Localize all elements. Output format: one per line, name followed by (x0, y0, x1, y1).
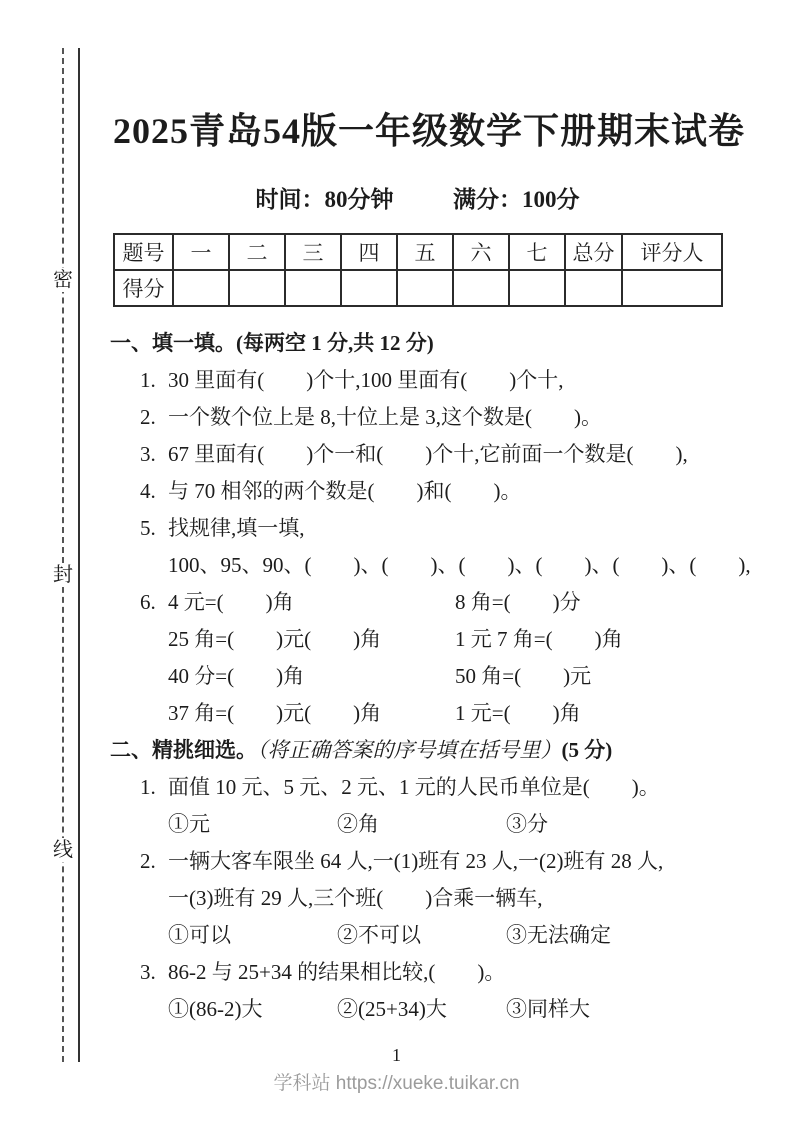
score-cell-7 (565, 270, 622, 306)
score-cell-4 (397, 270, 453, 306)
section-2-item-3-option-3: ③同样大 (506, 997, 590, 1021)
section-2-item-3-options (110, 991, 735, 1028)
section-1-item-6-right-blank: 50 角=( )元 (455, 664, 592, 688)
section-1-item-2-line-1 (110, 399, 735, 436)
section-1-item-3-line-1 (110, 436, 735, 473)
seal-char-xian: 线 (53, 839, 73, 861)
watermark-text: 学科站 https://xueke.tuikar.cn (273, 1073, 520, 1094)
question-number: 5. (140, 516, 156, 540)
score-cell-6 (509, 270, 565, 306)
score-cell-8 (622, 270, 722, 306)
section-1-item-6-left-blank: 40 分=( )角 (168, 664, 305, 688)
question-number: 2. (140, 405, 156, 429)
exam-time: 时间：80分钟 (255, 187, 394, 212)
questions-area (110, 325, 751, 1028)
question-text: 30 里面有( )个十,100 里面有( )个十, (168, 368, 564, 392)
seal-dashed-line (62, 48, 64, 1062)
section-1-item-1-line-1 (110, 362, 735, 399)
section-2-item-1-options (110, 806, 735, 843)
score-table-header-cell-7: 七 (509, 234, 565, 270)
exam-full-score: 满分：100分 (453, 187, 580, 212)
seal-char-feng: 封 (53, 564, 73, 586)
section-1-item-6-right-blank: 1 元=( )角 (455, 701, 581, 725)
section-1-item-4-line-1 (110, 473, 735, 510)
score-cell-2 (285, 270, 341, 306)
section-2-item-2-options (110, 917, 735, 954)
question-number: 6. (140, 590, 156, 614)
section-2-item-2-option-2: ②不可以 (337, 923, 421, 947)
score-table-header-cell-6: 六 (453, 234, 509, 270)
section-heading-points: (5 分) (561, 738, 613, 762)
section-1-item-6-row-4 (110, 695, 735, 732)
section-1-item-6-left-blank: 37 角=( )元( )角 (168, 701, 382, 725)
question-text: 与 70 相邻的两个数是( )和( )。 (168, 479, 522, 503)
question-number: 4. (140, 479, 156, 503)
score-table-header-cell-9: 评分人 (622, 234, 722, 270)
question-text: 一(3)班有 29 人,三个班( )合乘一辆车, (168, 886, 543, 910)
question-number: 3. (140, 960, 156, 984)
section-1-item-5-line-2 (110, 547, 751, 584)
score-table-header-cell-8: 总分 (565, 234, 622, 270)
section-2-item-1-option-2: ②角 (337, 812, 379, 836)
section-1-item-6-left-blank: 4 元=( )角 (168, 590, 294, 614)
question-text: 67 里面有( )个一和( )个十,它前面一个数是( ), (168, 442, 688, 466)
section-2-item-2-line-2 (110, 880, 735, 917)
section-2-item-1-option-3: ③分 (506, 812, 548, 836)
score-table-body (114, 234, 722, 306)
question-text: 一个数个位上是 8,十位上是 3,这个数是( )。 (168, 405, 602, 429)
section-2-item-3-option-1: ①(86-2)大 (168, 997, 263, 1021)
section-2-item-3-option-2: ②(25+34)大 (337, 997, 447, 1021)
question-text: 一辆大客车限坐 64 人,一(1)班有 23 人,一(2)班有 28 人, (168, 849, 664, 873)
score-cell-5 (453, 270, 509, 306)
section-heading-note: （将正确答案的序号填在括号里） (257, 738, 562, 762)
section-heading-points: (每两空 1 分,共 12 分) (236, 331, 434, 355)
section-2-item-1-option-1: ①元 (168, 812, 210, 836)
score-cell-1 (229, 270, 285, 306)
section-1-item-6-left-blank: 25 角=( )元( )角 (168, 627, 382, 651)
score-table-header-row (114, 234, 722, 270)
score-table-score-row (114, 270, 722, 306)
question-number: 1. (140, 775, 156, 799)
score-table-header-cell-2: 二 (229, 234, 285, 270)
score-row-label: 得分 (114, 270, 173, 306)
question-text: 面值 10 元、5 元、2 元、1 元的人民币单位是( )。 (168, 775, 660, 799)
section-2-item-3-line-1 (110, 954, 735, 991)
score-cell-0 (173, 270, 229, 306)
section-2-heading (110, 732, 735, 769)
score-table (113, 233, 723, 307)
section-2-item-2-line-1 (110, 843, 735, 880)
score-table-header-cell-1: 一 (173, 234, 229, 270)
section-heading-main: 一、填一填。 (110, 331, 236, 355)
section-1-item-5-line-1 (110, 510, 735, 547)
question-text: 86-2 与 25+34 的结果相比较,( )。 (168, 960, 506, 984)
section-1-item-6-row-3 (110, 658, 735, 695)
section-1-item-6-right-blank: 1 元 7 角=( )角 (455, 627, 623, 651)
score-cell-3 (341, 270, 397, 306)
section-1-item-6-row-2 (110, 621, 735, 658)
question-number: 1. (140, 368, 156, 392)
score-table-header-cell-3: 三 (285, 234, 341, 270)
section-1-item-6-row-1 (110, 584, 735, 621)
page-title: 2025青岛54版一年级数学下册期末试卷 (113, 111, 746, 151)
section-heading-main: 二、精挑细选。 (110, 738, 257, 762)
section-2-item-2-option-3: ③无法确定 (506, 923, 611, 947)
score-table-header-cell-0: 题号 (114, 234, 173, 270)
section-2-item-1-line-1 (110, 769, 735, 806)
question-text: 100、95、90、( )、( )、( )、( )、( )、( ), (168, 553, 751, 577)
section-1-heading (110, 325, 735, 362)
question-number: 3. (140, 442, 156, 466)
score-table-header-cell-5: 五 (397, 234, 453, 270)
section-2-item-2-option-1: ①可以 (168, 923, 231, 947)
seal-solid-line (78, 48, 80, 1062)
page-number: 1 (392, 1045, 401, 1065)
exam-meta (113, 181, 722, 214)
question-text: 找规律,填一填, (168, 516, 305, 540)
seal-char-mi: 密 (53, 269, 73, 291)
section-1-item-6-right-blank: 8 角=( )分 (455, 590, 581, 614)
score-table-header-cell-4: 四 (341, 234, 397, 270)
question-number: 2. (140, 849, 156, 873)
